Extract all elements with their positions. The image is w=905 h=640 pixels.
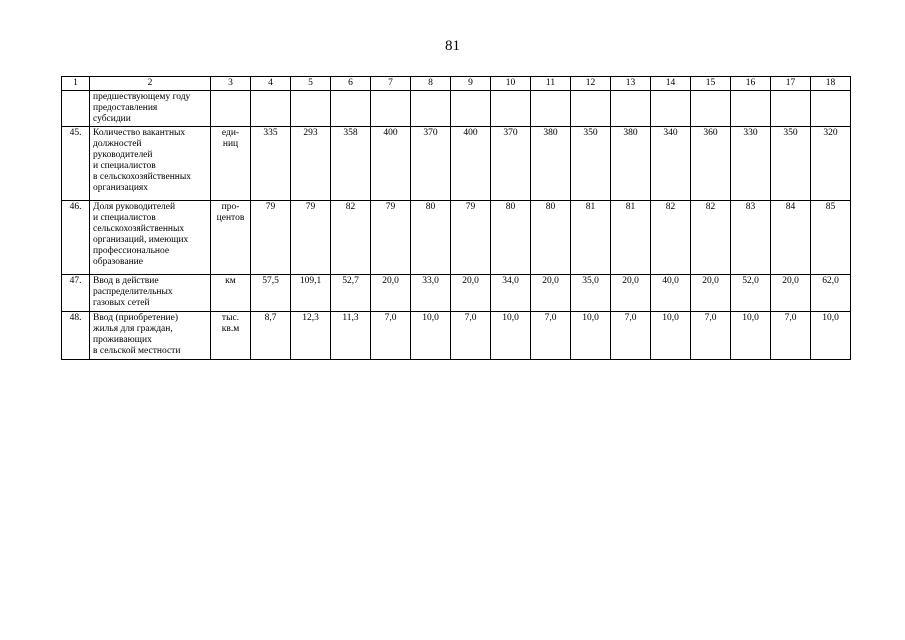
value-cell: 85 bbox=[811, 201, 851, 275]
value-cell bbox=[251, 91, 291, 127]
value-cell bbox=[771, 91, 811, 127]
row-number: 45. bbox=[62, 127, 90, 201]
value-cell: 20,0 bbox=[691, 275, 731, 312]
value-cell: 79 bbox=[371, 201, 411, 275]
indicators-table bbox=[61, 76, 851, 360]
value-cell: 34,0 bbox=[491, 275, 531, 312]
indicator-name: Количество вакантных должностей руководителей и специалистов в сельскохозяйственных организациях bbox=[90, 127, 211, 201]
value-cell: 62,0 bbox=[811, 275, 851, 312]
value-cell bbox=[291, 91, 331, 127]
value-cell: 380 bbox=[611, 127, 651, 201]
value-cell: 80 bbox=[411, 201, 451, 275]
unit-of-measure: тыс. кв.м bbox=[211, 312, 251, 360]
value-cell bbox=[691, 91, 731, 127]
row-number bbox=[62, 91, 90, 127]
value-cell: 57,5 bbox=[251, 275, 291, 312]
column-header: 18 bbox=[811, 77, 851, 91]
page-number: 81 bbox=[445, 38, 460, 54]
value-cell bbox=[531, 91, 571, 127]
column-header: 3 bbox=[211, 77, 251, 91]
value-cell: 330 bbox=[731, 127, 771, 201]
indicator-name: Доля руководителей и специалистов сельскохозяйственных организаций, имеющих профессиональное образование bbox=[90, 201, 211, 275]
value-cell: 7,0 bbox=[611, 312, 651, 360]
value-cell: 7,0 bbox=[691, 312, 731, 360]
column-header: 6 bbox=[331, 77, 371, 91]
value-cell bbox=[571, 91, 611, 127]
value-cell: 400 bbox=[371, 127, 411, 201]
value-cell: 82 bbox=[691, 201, 731, 275]
table-row bbox=[62, 127, 851, 201]
value-cell: 350 bbox=[571, 127, 611, 201]
column-header: 17 bbox=[771, 77, 811, 91]
indicator-name: Ввод в действие распределительных газовых сетей bbox=[90, 275, 211, 312]
value-cell: 79 bbox=[291, 201, 331, 275]
value-cell: 11,3 bbox=[331, 312, 371, 360]
value-cell bbox=[331, 91, 371, 127]
value-cell: 358 bbox=[331, 127, 371, 201]
value-cell: 400 bbox=[451, 127, 491, 201]
value-cell: 380 bbox=[531, 127, 571, 201]
value-cell bbox=[811, 91, 851, 127]
value-cell: 7,0 bbox=[771, 312, 811, 360]
value-cell: 335 bbox=[251, 127, 291, 201]
value-cell: 370 bbox=[411, 127, 451, 201]
column-header: 14 bbox=[651, 77, 691, 91]
value-cell: 20,0 bbox=[611, 275, 651, 312]
column-header: 8 bbox=[411, 77, 451, 91]
value-cell: 10,0 bbox=[571, 312, 611, 360]
column-header: 1 bbox=[62, 77, 90, 91]
value-cell: 20,0 bbox=[371, 275, 411, 312]
value-cell: 33,0 bbox=[411, 275, 451, 312]
row-number: 47. bbox=[62, 275, 90, 312]
value-cell: 40,0 bbox=[651, 275, 691, 312]
value-cell: 52,7 bbox=[331, 275, 371, 312]
value-cell bbox=[491, 91, 531, 127]
value-cell: 350 bbox=[771, 127, 811, 201]
value-cell: 52,0 bbox=[731, 275, 771, 312]
value-cell: 320 bbox=[811, 127, 851, 201]
value-cell: 7,0 bbox=[531, 312, 571, 360]
column-header: 7 bbox=[371, 77, 411, 91]
unit-of-measure: км bbox=[211, 275, 251, 312]
table-row bbox=[62, 312, 851, 360]
value-cell: 79 bbox=[251, 201, 291, 275]
value-cell bbox=[731, 91, 771, 127]
value-cell: 20,0 bbox=[531, 275, 571, 312]
column-header: 16 bbox=[731, 77, 771, 91]
value-cell bbox=[371, 91, 411, 127]
value-cell: 8,7 bbox=[251, 312, 291, 360]
value-cell: 79 bbox=[451, 201, 491, 275]
column-header: 11 bbox=[531, 77, 571, 91]
value-cell: 20,0 bbox=[451, 275, 491, 312]
row-number: 46. bbox=[62, 201, 90, 275]
unit-of-measure: про- центов bbox=[211, 201, 251, 275]
value-cell: 83 bbox=[731, 201, 771, 275]
value-cell: 7,0 bbox=[371, 312, 411, 360]
value-cell: 80 bbox=[491, 201, 531, 275]
value-cell: 12,3 bbox=[291, 312, 331, 360]
value-cell: 80 bbox=[531, 201, 571, 275]
value-cell: 10,0 bbox=[811, 312, 851, 360]
column-header: 13 bbox=[611, 77, 651, 91]
value-cell: 20,0 bbox=[771, 275, 811, 312]
column-header: 10 bbox=[491, 77, 531, 91]
value-cell: 84 bbox=[771, 201, 811, 275]
value-cell: 10,0 bbox=[651, 312, 691, 360]
value-cell bbox=[651, 91, 691, 127]
value-cell: 370 bbox=[491, 127, 531, 201]
value-cell: 35,0 bbox=[571, 275, 611, 312]
value-cell: 360 bbox=[691, 127, 731, 201]
header-row bbox=[62, 77, 851, 91]
unit-of-measure: еди- ниц bbox=[211, 127, 251, 201]
indicator-name: Ввод (приобретение) жилья для граждан, проживающих в сельской местности bbox=[90, 312, 211, 360]
column-header: 15 bbox=[691, 77, 731, 91]
column-header: 2 bbox=[90, 77, 211, 91]
value-cell: 340 bbox=[651, 127, 691, 201]
value-cell: 109,1 bbox=[291, 275, 331, 312]
table-row bbox=[62, 201, 851, 275]
table-row bbox=[62, 91, 851, 127]
indicator-name: предшествующему году предоставления субсидии bbox=[90, 91, 211, 127]
value-cell: 81 bbox=[571, 201, 611, 275]
value-cell: 82 bbox=[651, 201, 691, 275]
value-cell: 81 bbox=[611, 201, 651, 275]
row-number: 48. bbox=[62, 312, 90, 360]
value-cell bbox=[451, 91, 491, 127]
value-cell: 10,0 bbox=[411, 312, 451, 360]
value-cell: 7,0 bbox=[451, 312, 491, 360]
column-header: 5 bbox=[291, 77, 331, 91]
unit-of-measure bbox=[211, 91, 251, 127]
value-cell: 293 bbox=[291, 127, 331, 201]
value-cell: 10,0 bbox=[491, 312, 531, 360]
value-cell bbox=[611, 91, 651, 127]
column-header: 12 bbox=[571, 77, 611, 91]
column-header: 9 bbox=[451, 77, 491, 91]
value-cell: 10,0 bbox=[731, 312, 771, 360]
column-header: 4 bbox=[251, 77, 291, 91]
table-row bbox=[62, 275, 851, 312]
value-cell bbox=[411, 91, 451, 127]
value-cell: 82 bbox=[331, 201, 371, 275]
